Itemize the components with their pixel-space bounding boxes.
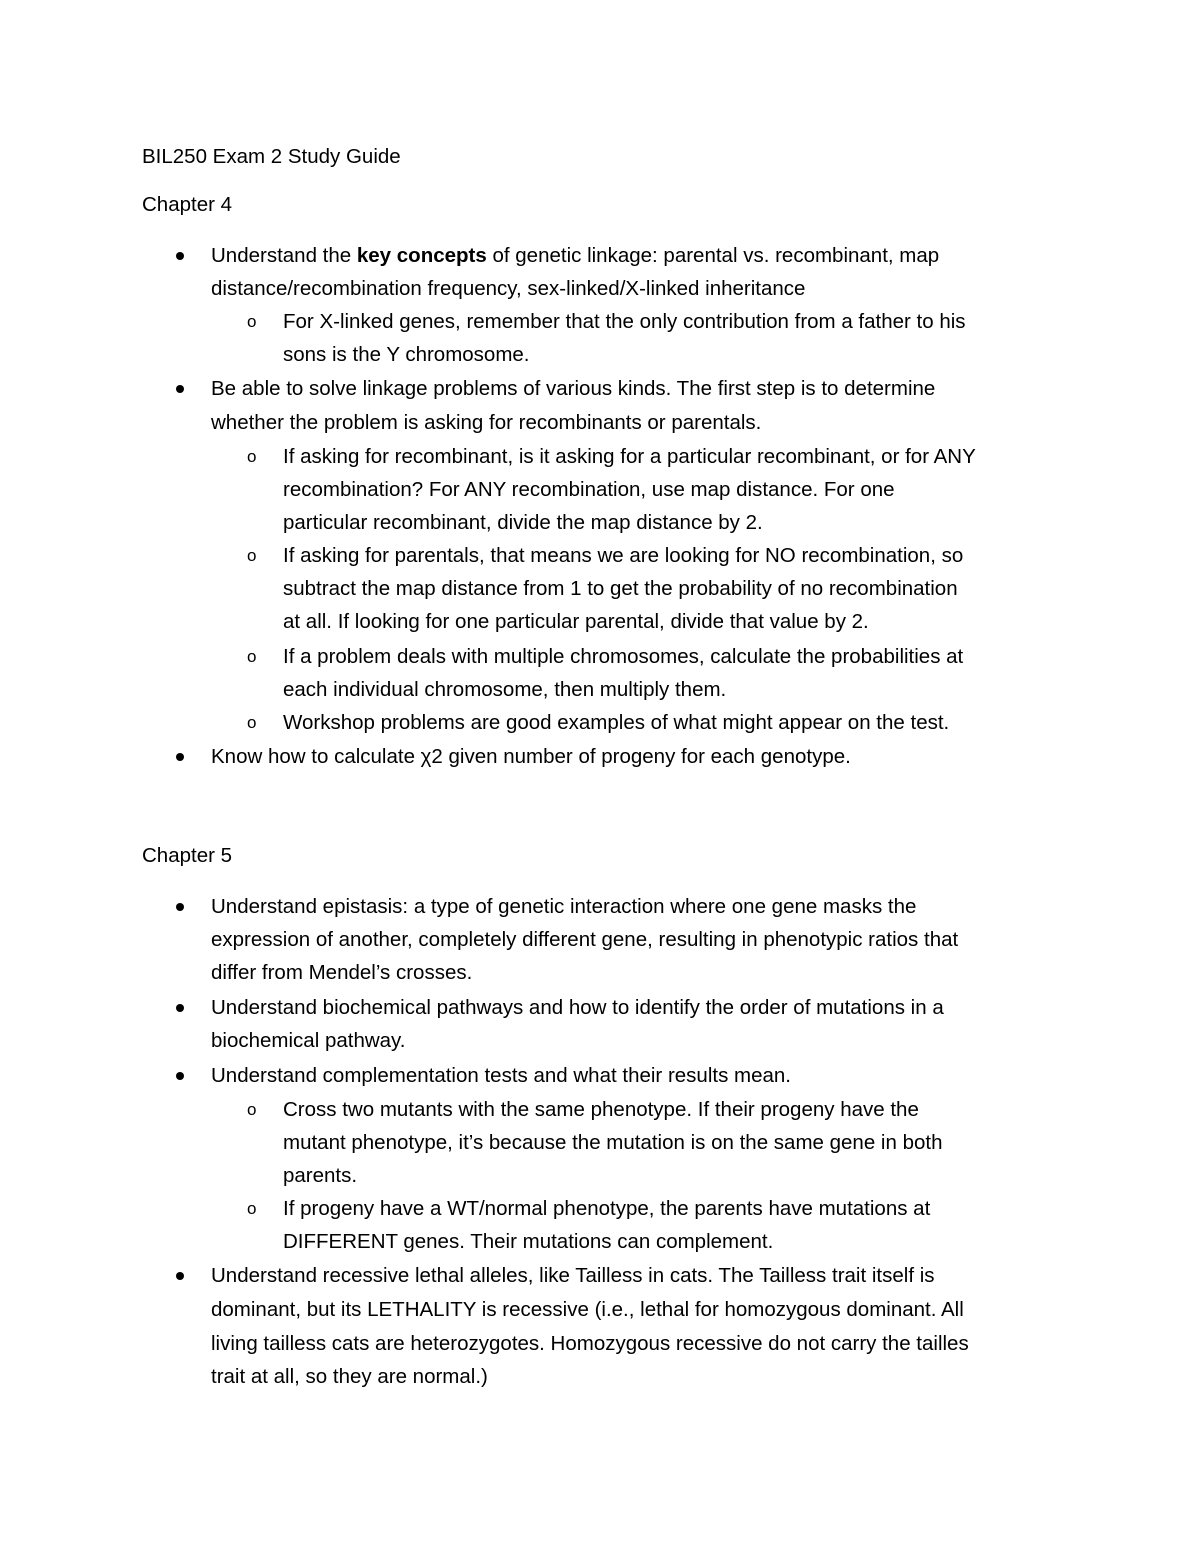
ch4-sub2-line3: particular recombinant, divide the map distance by 2. [283,511,763,534]
subbullet-icon: o [247,312,257,331]
ch5-bullet1-line2: expression of another, completely different gene, resulting in phenotypic ratios that [211,928,959,951]
subbullet-icon: o [247,1100,257,1119]
ch4-sub2-line1: If asking for recombinant, is it asking for a particular recombinant, or for ANY [283,445,976,468]
ch5-bullet2-line2: biochemical pathway. [211,1029,406,1052]
ch4-sub1-line2: sons is the Y chromosome. [283,343,530,366]
subbullet-icon: o [247,1199,257,1218]
document-title: BIL250 Exam 2 Study Guide [142,145,401,168]
ch5-sub2-line2: DIFFERENT genes. Their mutations can complement. [283,1230,774,1253]
bullet-icon [176,753,184,761]
chapter-4-heading: Chapter 4 [142,193,233,216]
bullet-icon [176,385,184,393]
ch5-bullet3-line1: Understand complementation tests and what their results mean. [211,1064,791,1087]
ch5-bullet4-line4: trait at all, so they are normal.) [211,1365,488,1388]
ch4-bullet2-line1: Be able to solve linkage problems of various kinds. The first step is to determine [211,377,936,400]
bullet-icon [176,1072,184,1080]
ch5-sub1-line1: Cross two mutants with the same phenotype. If their progeny have the [283,1098,919,1121]
ch4-sub3-line3: at all. If looking for one particular parental, divide that value by 2. [283,610,869,633]
ch4-sub5-line1: Workshop problems are good examples of what might appear on the test. [283,711,950,734]
ch4-bullet1-line1: Understand the key concepts of genetic linkage: parental vs. recombinant, map [211,244,940,267]
ch5-bullet1-line3: differ from Mendel’s crosses. [211,961,473,984]
ch4-sub4-line1: If a problem deals with multiple chromosomes, calculate the probabilities at [283,645,964,668]
ch4-sub3-line1: If asking for parentals, that means we are looking for NO recombination, so [283,544,964,567]
ch5-bullet4-line1: Understand recessive lethal alleles, like Tailless in cats. The Tailless trait itself is [211,1264,935,1287]
subbullet-icon: o [247,447,257,466]
subbullet-icon: o [247,546,257,565]
ch4-sub2-line2: recombination? For ANY recombination, use map distance. For one [283,478,895,501]
bullet-icon [176,252,184,260]
subbullet-icon: o [247,647,257,666]
bullet-icon [176,1272,184,1280]
ch4-bullet1-line2: distance/recombination frequency, sex-linked/X-linked inheritance [211,277,806,300]
bullet-icon [176,903,184,911]
ch5-sub2-line1: If progeny have a WT/normal phenotype, the parents have mutations at [283,1197,931,1220]
bullet-icon [176,1004,184,1012]
ch5-sub1-line2: mutant phenotype, it’s because the mutation is on the same gene in both [283,1131,943,1154]
ch5-bullet1-line1: Understand epistasis: a type of genetic interaction where one gene masks the [211,895,917,918]
ch5-bullet4-line3: living tailless cats are heterozygotes. Homozygous recessive do not carry the tailles [211,1332,969,1355]
subbullet-icon: o [247,713,257,732]
chapter-5-heading: Chapter 5 [142,844,233,867]
ch4-sub3-line2: subtract the map distance from 1 to get the probability of no recombination [283,577,958,600]
ch4-bullet3-line1: Know how to calculate χ2 given number of progeny for each genotype. [211,745,851,768]
ch4-sub1-line1: For X-linked genes, remember that the only contribution from a father to his [283,310,966,333]
ch5-bullet2-line1: Understand biochemical pathways and how to identify the order of mutations in a [211,996,944,1019]
ch5-bullet4-line2: dominant, but its LETHALITY is recessive (i.e., lethal for homozygous dominant. All [211,1298,964,1321]
ch4-bullet2-line2: whether the problem is asking for recombinants or parentals. [211,411,762,434]
ch5-sub1-line3: parents. [283,1164,358,1187]
ch4-sub4-line2: each individual chromosome, then multiply them. [283,678,727,701]
key-concepts-bold: key concepts [356,244,487,267]
